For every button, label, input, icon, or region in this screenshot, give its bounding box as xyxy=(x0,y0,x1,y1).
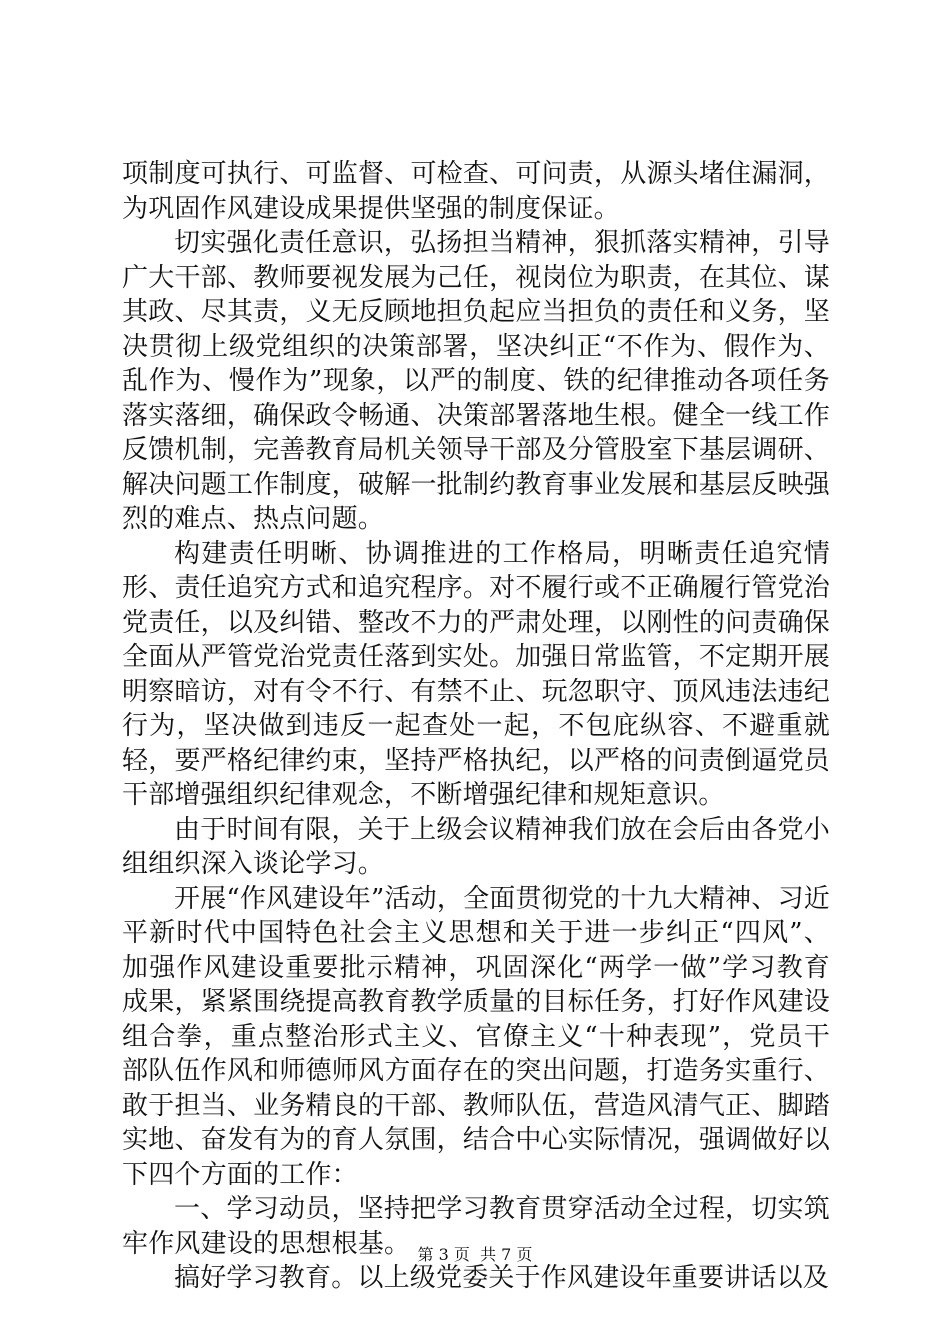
document-body xyxy=(122,157,830,1296)
paragraph-6: 一、学习动员，坚持把学习教育贯穿活动全过程，切实筑牢作风建设的思想根基。 xyxy=(122,1194,830,1259)
paragraph-3: 构建责任明晰、协调推进的工作格局，明晰责任追究情形、责任追究方式和追究程序。对不履行或不正确履行管党治党责任，以及纠错、整改不力的严肃处理，以刚性的问责确保全面从严管党治党责任落到实处。加强日常监管，不定期开展明察暗访，对有令不行、有禁不止、玩忽职守、顶风违法违纪行为，坚决做到违反一起查处一起，不包庇纵容、不避重就轻，要严格纪律约束，坚持严格执纪，以严格的问责倒逼党员干部增强组织纪律观念，不断增强纪律和规矩意识。 xyxy=(122,538,830,810)
page-number-footer: 第 3 页 共 7 页 xyxy=(417,1245,533,1264)
paragraph-1: 项制度可执行、可监督、可检查、可问责，从源头堵住漏洞，为巩固作风建设成果提供坚强的制度保证。 xyxy=(122,159,830,224)
paragraph-5: 开展“作风建设年”活动，全面贯彻党的十九大精神、习近平新时代中国特色社会主义思想和关于进一步纠正“四风”、加强作风建设重要批示精神，巩固深化“两学一做”学习教育成果，紧紧围绕提高教育教学质量的目标任务，打好作风建设组合拳，重点整治形式主义、官僚主义“十种表现”，党员干部队伍作风和师德师风方面存在的突出问题，打造务实重行、敢于担当、业务精良的干部、教师队伍，营造风清气正、脚踏实地、奋发有为的育人氛围，结合中心实际情况，强调做好以下四个方面的工作： xyxy=(122,883,830,1190)
paragraph-7: 搞好学习教育。以上级党委关于作风建设年重要讲话以及 xyxy=(174,1263,830,1293)
paragraph-4: 由于时间有限，关于上级会议精神我们放在会后由各党小组组织深入谈论学习。 xyxy=(122,814,830,879)
paragraph-2: 切实强化责任意识，弘扬担当精神，狠抓落实精神，引导广大干部、教师要视发展为己任，视岗位为职责，在其位、谋其政、尽其责，义无反顾地担负起应当担负的责任和义务，坚决贯彻上级党组织的决策部署，坚决纠正“不作为、假作为、乱作为、慢作为”现象，以严的制度、铁的纪律推动各项任务落实落细，确保政令畅通、决策部署落地生根。健全一线工作反馈机制，完善教育局机关领导干部及分管股室下基层调研、解决问题工作制度，破解一批制约教育事业发展和基层反映强烈的难点、热点问题。 xyxy=(122,228,830,534)
